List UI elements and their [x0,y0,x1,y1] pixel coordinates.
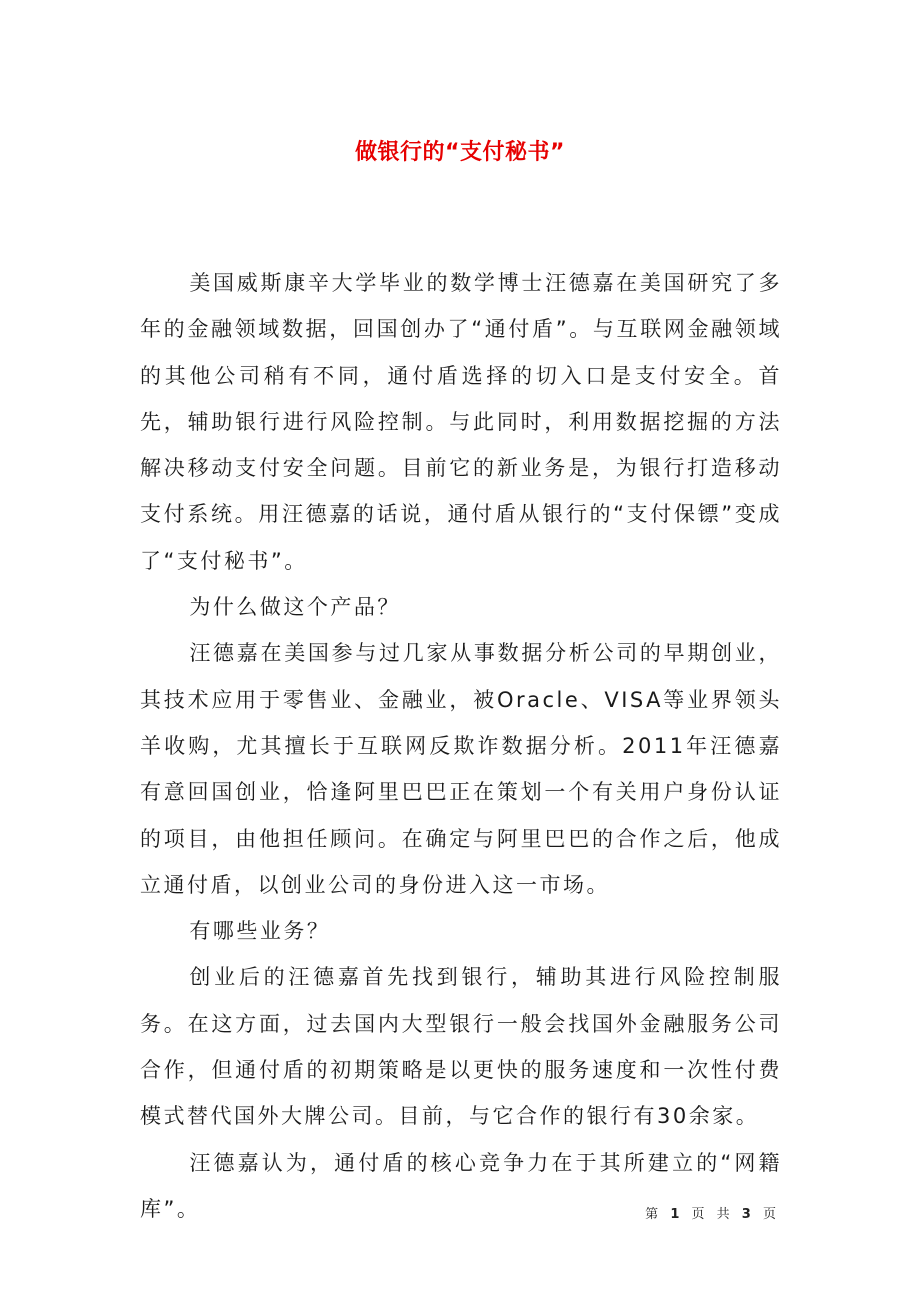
paragraph-business: 创业后的汪德嘉首先找到银行，辅助其进行风险控制服务。在这方面，过去国内大型银行一般会找国外金融服务公司合作，但通付盾的初期策略是以更快的服务速度和一次性付费模式替代国外大牌公司。目前，与它合作的银行有30余家。 [140,965,782,1129]
total-page-count: 3 [741,1207,755,1222]
page-number-footer [645,1203,780,1222]
document-title: 做银行的“支付秘书” [355,139,565,165]
section-heading-why: 为什么做这个产品？ [189,595,401,620]
paragraph-intro: 美国威斯康辛大学毕业的数学博士汪德嘉在美国研究了多年的金融领域数据，回国创办了“通付盾”。与互联网金融领域的其他公司稍有不同，通付盾选择的切入口是支付安全。首先，辅助银行进行风险控制。与此同时，利用数据挖掘的方法解决移动支付安全问题。目前它的新业务是，为银行打造移动支付系统。用汪德嘉的话说，通付盾从银行的“支付保镖”变成了“支付秘书”。 [140,271,782,573]
section-heading-business: 有哪些业务？ [189,919,331,944]
document-body [140,260,782,1232]
paragraph-core-competence: 汪德嘉认为，通付盾的核心竞争力在于其所建立的“网籍库”。 [140,1150,782,1221]
footer-middle: 页 共 [691,1207,734,1222]
footer-suffix: 页 [762,1207,780,1222]
current-page-number: 1 [670,1207,684,1222]
paragraph-background: 汪德嘉在美国参与过几家从事数据分析公司的早期创业，其技术应用于零售业、金融业，被Oracle、VISA等业界领头羊收购，尤其擅长于互联网反欺诈数据分析。2011年汪德嘉有意回国创业，恰逢阿里巴巴正在策划一个有关用户身份认证的项目，由他担任顾问。在确定与阿里巴巴的合作之后，他成立通付盾，以创业公司的身份进入这一市场。 [140,641,782,897]
footer-prefix: 第 [645,1207,663,1222]
